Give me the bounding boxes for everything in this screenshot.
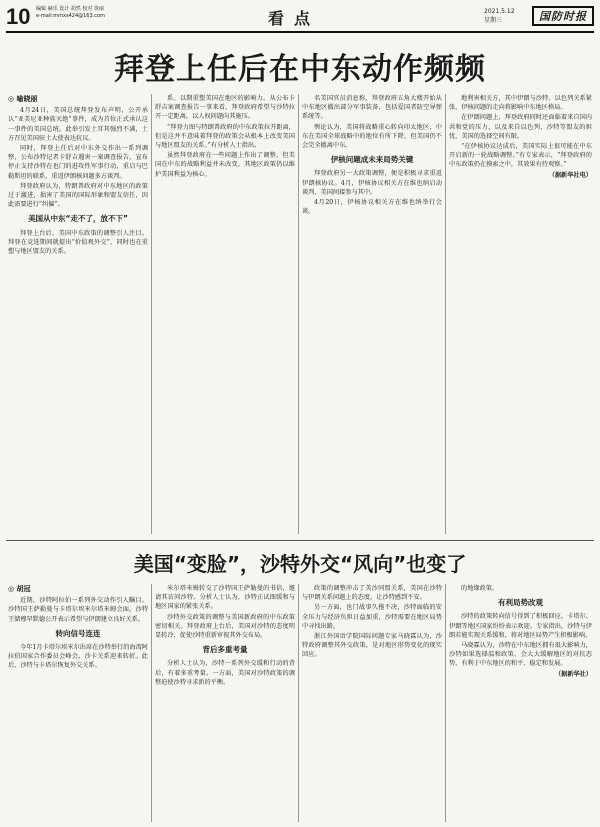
paragraph: 米尔塔米姆转交了沙特国王萨勒曼的书信，邀请其访问沙特。分析人士认为，沙特正试图缓和与地区国家的紧张关系。 bbox=[155, 585, 295, 611]
article2-column-4 bbox=[449, 584, 592, 822]
column-divider bbox=[151, 94, 152, 534]
paragraph: 虽然拜登政府在一些问题上作出了调整，但美国在中东的战略利益并未改变，其地区政策仍以维护美国利益为核心。 bbox=[155, 152, 295, 178]
editor-email: e-mail:mmxs424@163.com bbox=[36, 13, 105, 19]
article2-headline: 美国“变脸”，沙特外交“风向”也变了 bbox=[133, 552, 467, 576]
article1-author: ◎ 喻晓丽 bbox=[8, 94, 38, 103]
paragraph: 今年1月卡塔尔埃米尔出席在沙特举行的海湾阿拉伯国家合作委员会峰会，沙卡关系迎来转折。此后，沙特与卡塔尔恢复外交关系。 bbox=[8, 644, 148, 670]
date: 2021.5.12 bbox=[484, 8, 515, 15]
paragraph: 拜登政府认为，特朗普政府对中东地区的政策过于激进，损害了美国的国际形象和盟友信任，因此需要进行“纠偏”。 bbox=[8, 182, 148, 209]
paragraph: 的地缘政策。 bbox=[461, 585, 499, 592]
paragraph: “拜登力图与特朗普政府的中东政策拉开距离，但是这并不意味着拜登的政策会从根本上改变美国与地区盟友的关系。”有分析人士指出。 bbox=[155, 123, 295, 150]
paragraph: 在伊朗问题上，拜登政府同时还面临着来自国内共和党的压力，以及来自以色列、沙特等盟友的担忧，美国的选择空间有限。 bbox=[449, 114, 592, 140]
paragraph: 另一方面，也门战事久拖不决，沙特面临的安全压力与经济负担日益加重，沙特需要在地区局势中寻找出路。 bbox=[302, 604, 442, 630]
paragraph: 浙江外国语学院国际问题专家马晓霖认为，沙特政府调整其外交政策，是对地区形势变化的现实回应。 bbox=[302, 633, 442, 659]
column-divider bbox=[445, 94, 446, 534]
article2-subhead-2: 背后多重考量 bbox=[202, 645, 248, 655]
paragraph: 4月24日，美国总统拜登发布声明，公开承认“亚美尼亚种族灭绝”事件，成为首位正式承认这一事件的美国总统。此举引发土耳其强烈不满，土方召见美国驻土大使表达抗议。 bbox=[8, 107, 148, 142]
paragraph: 分析人士认为，沙特一系列外交缓和行动的背后，有着多重考量。一方面，美国对沙特政策的调整迫使沙特寻求新的平衡。 bbox=[155, 660, 295, 686]
column-divider bbox=[298, 584, 299, 822]
newspaper-logo: 国防时报 bbox=[532, 6, 594, 26]
paragraph: 4月20日，伊核协议相关方在维也纳举行会谈。 bbox=[302, 199, 442, 216]
article1-source: （据新华社电） bbox=[548, 171, 592, 179]
page-number: 10 bbox=[6, 4, 31, 29]
column-divider bbox=[298, 94, 299, 534]
paragraph: 系。以期重塑美国在地区的影响力。从公布卡舒吉案调查报告一事来看，拜登政府希望与沙特拉开一定距离，以人权问题向其施压。 bbox=[155, 95, 295, 121]
article1-column-1 bbox=[8, 94, 148, 534]
column-divider bbox=[151, 584, 152, 822]
article1-column-3 bbox=[302, 94, 442, 534]
article2-column-3 bbox=[302, 584, 442, 822]
paragraph: 拜登上台后，美国中东政策的调整引人注目。拜登在竞选期间就提出“价值观外交”，同时也在重塑与地区盟友的关系。 bbox=[8, 229, 148, 256]
paragraph: 政策的调整冲击了美沙同盟关系，美国在沙特与伊朗关系问题上的态度，让沙特感到不安。 bbox=[302, 585, 442, 602]
paragraph: 名美国官员消息称，拜登政府五角大楼开始从中东地区撤出部分军事装备，包括爱国者防空导弹系统等。 bbox=[302, 95, 442, 121]
article1-headline: 拜登上任后在中东动作频频 bbox=[114, 52, 486, 87]
article1-column-2 bbox=[155, 94, 295, 534]
editor-credits bbox=[36, 6, 105, 20]
paragraph: 拜登政府另一大政策调整，便是积极寻求重返伊朗核协议。4月，伊核协议相关方在维也纳启动谈判，美国间接参与其中。 bbox=[302, 170, 442, 196]
article2-column-1 bbox=[8, 584, 148, 822]
masthead bbox=[6, 4, 594, 32]
article1-subhead-2: 伊核问题成未来局势关键 bbox=[330, 155, 414, 165]
paragraph: 马晓霖认为，沙特在中东地区拥有很大影响力，沙特如果选择温和政策，会大大缓解地区的对抗态势，有利于中东地区的和平、稳定和发展。 bbox=[449, 642, 592, 668]
paragraph: 沙特的政策转向信号得到了积极回应，卡塔尔、伊朗等地区国家纷纷表示欢迎。专家指出，沙特与伊朗若能实现关系缓和，将对地区局势产生积极影响。 bbox=[449, 613, 592, 639]
paragraph: 同时，拜登上任后对中东外交作出一系列调整，公布沙特记者卡舒吉遇害一案调查报告，宣布停止支持沙特在也门的进攻性军事行动，重启与巴勒斯坦的联系，重返伊朗核问题多方谈判。 bbox=[8, 145, 148, 180]
article1-subhead-1: 美国从中东“走不了，放不下” bbox=[28, 214, 128, 224]
editor-names: 编辑 赫乐 设计 胡然 校对 徐丽 bbox=[36, 6, 104, 12]
section-title: 看点 bbox=[268, 9, 321, 28]
paragraph: 沙特外交政策的调整与美国新政府的中东政策密切相关。拜登政府上台后，美国对沙特的态度明显转冷，促使沙特重新审视其外交布局。 bbox=[155, 613, 295, 640]
article2-column-2 bbox=[155, 584, 295, 822]
paragraph: 地利害相关方，其中伊朗与沙特、以色列关系紧张，伊核问题的走向将影响中东地区格局。 bbox=[449, 95, 592, 112]
paragraph: 近期，沙特阿拉伯一系列外交动作引人瞩目。沙特国王萨勒曼与卡塔尔埃米尔塔米姆会面，沙特王储穆罕默德公开表示希望与伊朗建立良好关系。 bbox=[8, 597, 148, 623]
article2-subhead-1: 转向信号连连 bbox=[55, 628, 101, 638]
top-rule bbox=[6, 31, 594, 33]
article-divider bbox=[6, 540, 594, 541]
article2-author: ◎ 胡冠 bbox=[8, 584, 31, 593]
article2-source: （据新华社） bbox=[554, 670, 592, 678]
issue-date bbox=[484, 7, 515, 25]
weekday: 星期三 bbox=[484, 17, 503, 24]
article2-subhead-3: 有利局势改观 bbox=[498, 598, 543, 608]
column-divider bbox=[445, 584, 446, 822]
article1-column-4 bbox=[449, 94, 592, 534]
paragraph: “在伊核协议达成后，美国实际上很可能在中东开启新的一轮战略调整。”有专家表示，“拜登政府的中东政策仍在摸索之中，其效果有待观察。” bbox=[449, 143, 592, 169]
paragraph: 舆论认为，美国将战略重心转向印太地区，中东在美国全球战略中的地位有所下降，但美国仍不会完全撤离中东。 bbox=[302, 123, 442, 150]
